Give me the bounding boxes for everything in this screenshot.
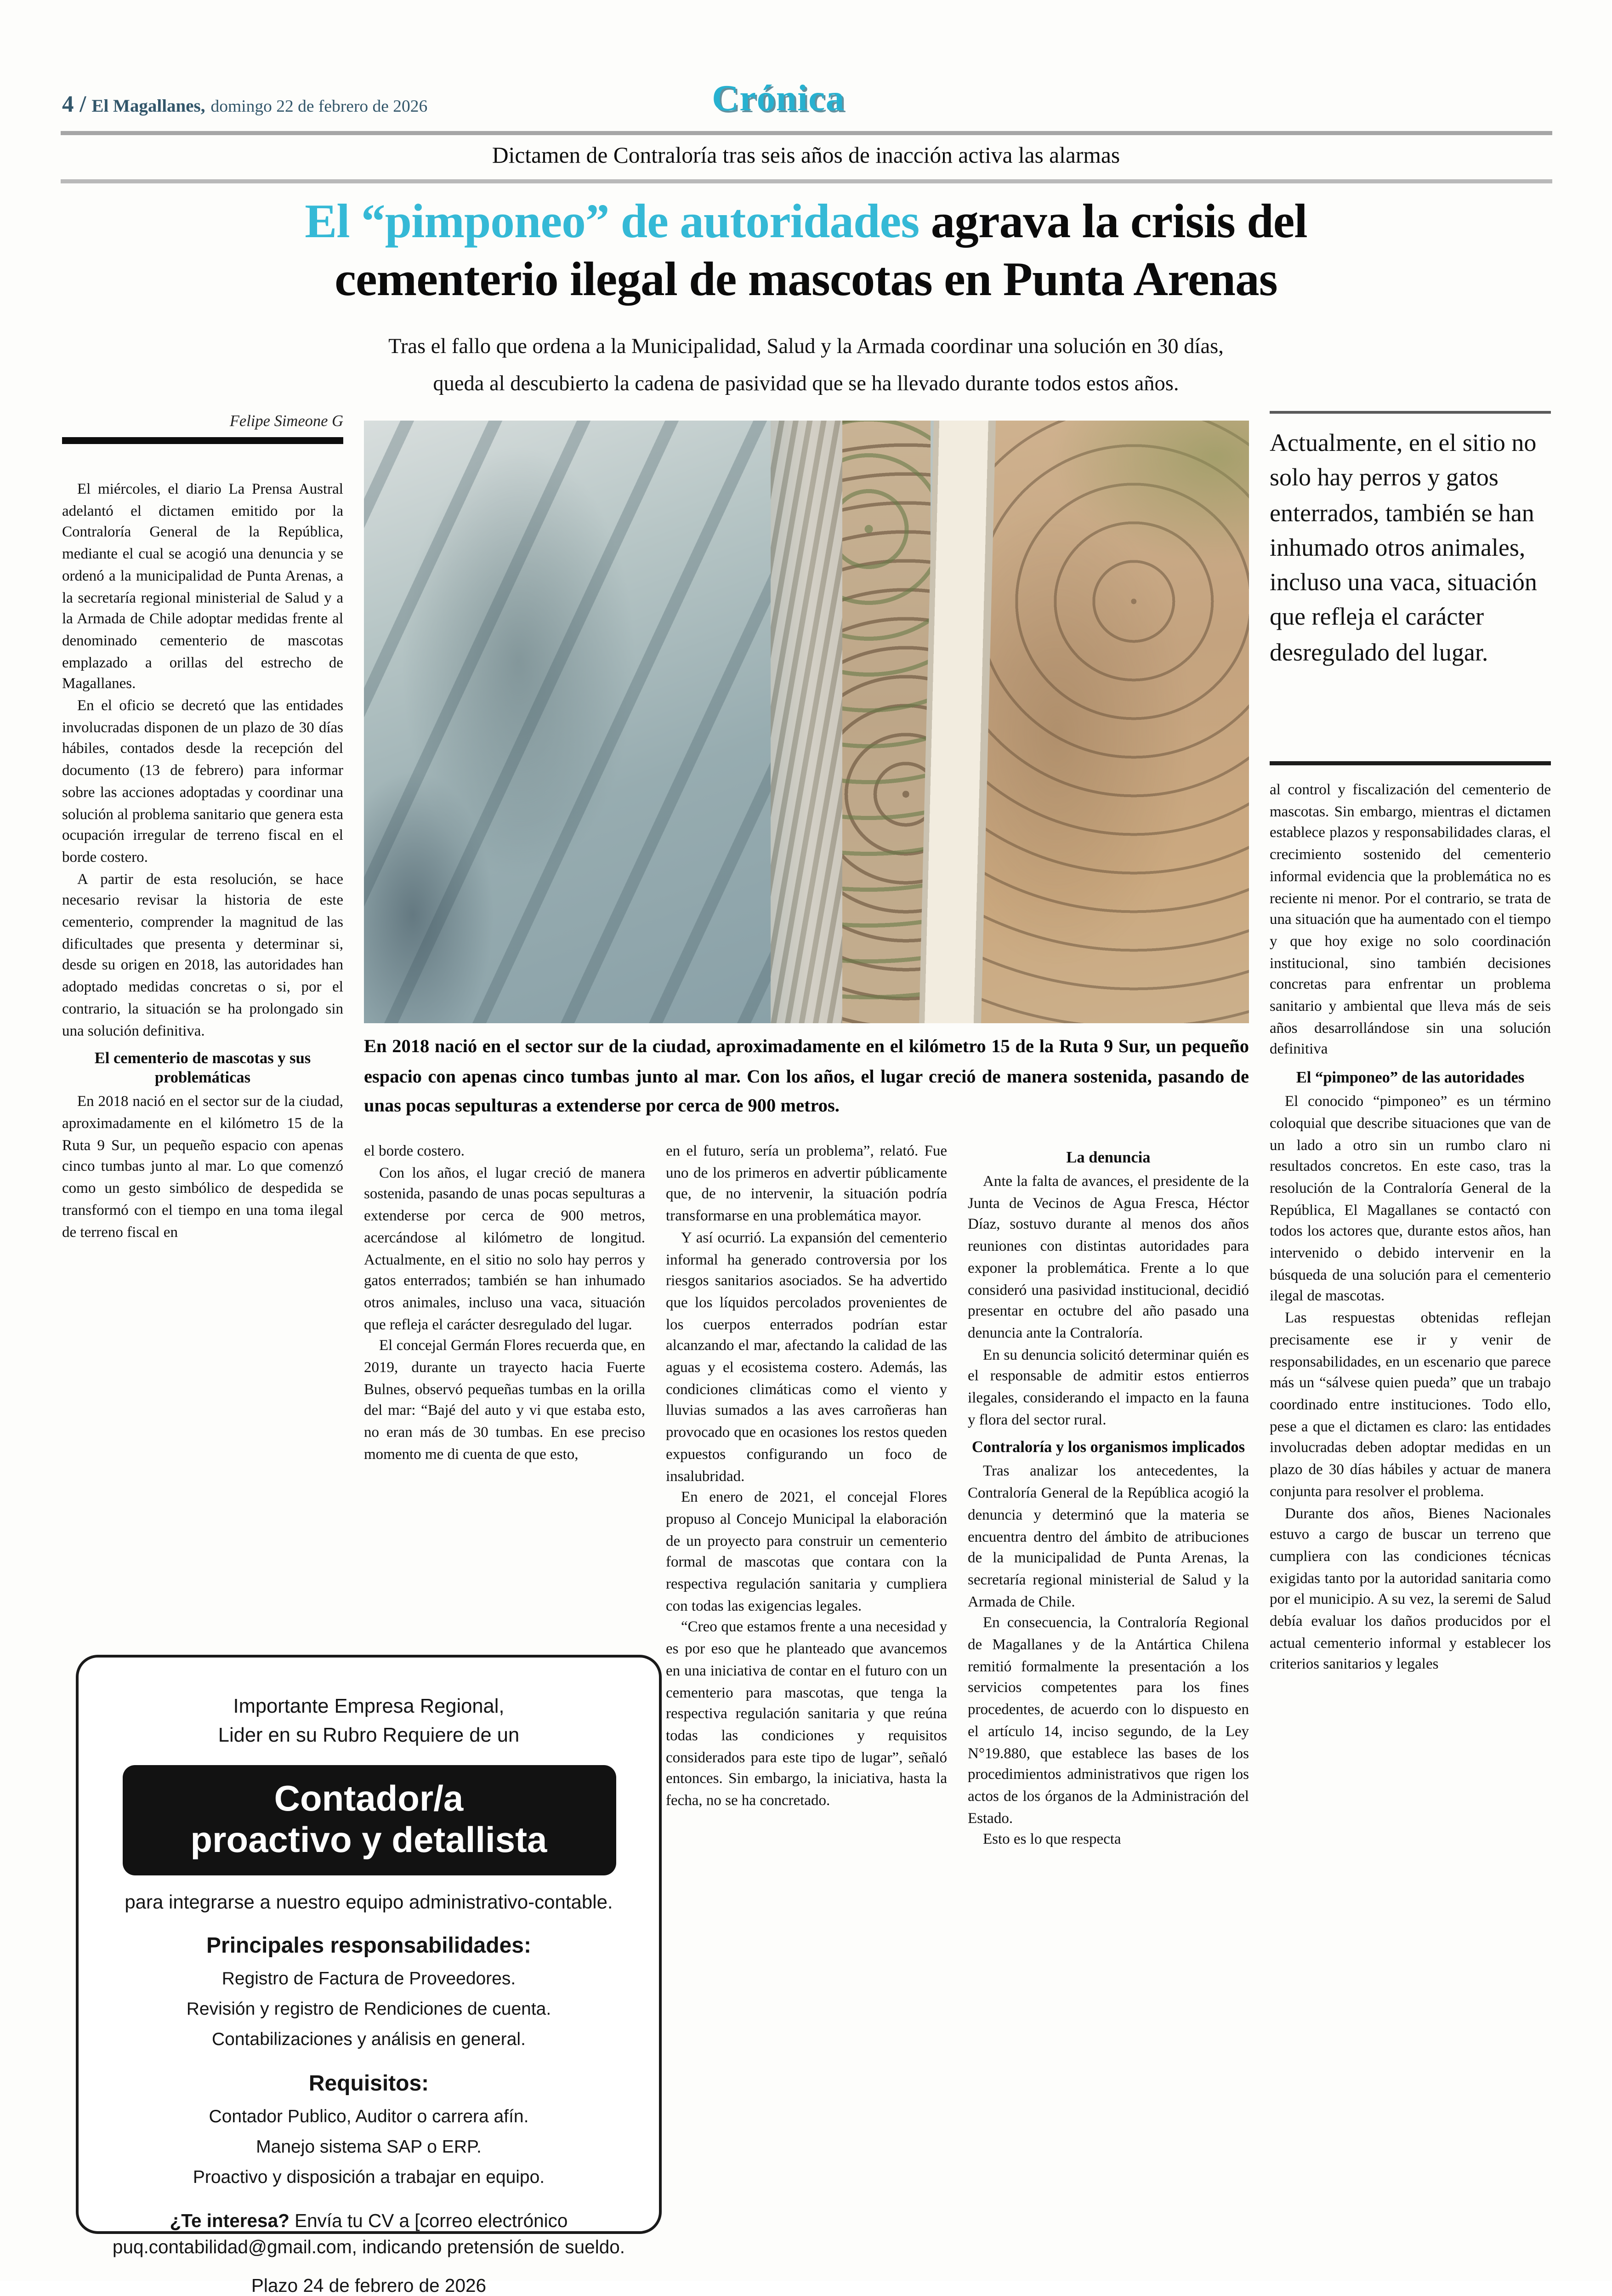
column-subhead: El “pimponeo” de las autoridades [1296,1070,1525,1087]
ad-subtitle: para integrarse a nuestro equipo administrativo-contable. [125,1891,613,1913]
byline: Felipe Simeone G [229,414,343,430]
ad-requirements-header: Requisitos: [308,2073,429,2096]
ad-responsibility-item: Revisión y registro de Rendiciones de cuenta. [186,1998,551,2019]
column-subhead: La denuncia [1066,1150,1151,1167]
paragraph: al control y fiscalización del cementerio de mascotas. Sin embargo, mientras el dictamen establece plazos y responsabilidades claras, el crecimiento sostenido del cementerio informal evidencia que la problemática no es reciente ni menor. Por el contrario, se trata de una situación que ha aumentado con el tiempo y que hoy exige no solo coordinación institucional, sino también decisiones concretas para enfrentar un problema sanitario y ambiental que lleva más de seis años desarrollándose sin una solución definitiva [1270,782,1551,1059]
headline-line-2: cementerio ilegal de mascotas en Punta Arenas [335,252,1277,306]
pull-quote-rule-bottom [1270,761,1551,765]
page-number: 4 / [62,91,86,117]
ad-responsibility-item: Contabilizaciones y análisis en general. [212,2028,526,2049]
paragraph: Durante dos años, Bienes Nacionales estuvo a cargo de buscar un terreno que cumpliera con las condiciones técnicas exigidas tanto por la autoridad sanitaria como por el municipio. A su vez, la seremi de Salud debía evaluar los daños producidos por el actual cementerio informal y establecer los criterios sanitarios y legales [1270,1505,1551,1674]
headline [0,193,1612,309]
paragraph: El concejal Germán Flores recuerda que, en 2019, durante un trayecto hacia Fuerte Bulnes, observó pequeñas tumbas en la orilla del mar: “Bajé del auto y vi que estaba esto, no eran más de 30 tumbas. En ese preciso momento me di cuenta de que esto, [364,1338,645,1463]
byline-rule [62,437,343,444]
ad-job-title [122,1765,616,1875]
deck-line-1: Tras el fallo que ordena a la Municipalidad, Salud y la Armada coordinar una solución en 30 días, [388,335,1224,359]
job-ad-box [76,1655,662,2296]
paragraph: “Creo que estamos frente a una necesidad y es por eso que he planteado que avancemos en una iniciativa de contar en el futuro con un cementerio para mascotas, que tenga la respectiva regulación sanitaria y que reúna todas las condiciones y requisitos considerados para este tipo de lugar”, señaló entonces. Sin embargo, la iniciativa, hasta la fecha, no se ha concretado. [666,1619,947,1810]
deck-line-2: queda al descubierto la cadena de pasividad que se ha llevado durante todos estos años. [433,372,1179,396]
ad-intro [79,1693,659,1751]
paragraph: En enero de 2021, el concejal Flores propuso al Concejo Municipal la elaboración de un proyecto para construir un cementerio formal de mascotas que contara con la respectiva regulación sanitaria y cumpliera con todas las exigencias legales. [666,1489,947,1615]
paragraph: el borde costero. [364,1143,465,1160]
kicker-rule [61,179,1553,183]
ad-cta [79,2208,659,2260]
paragraph: En consecuencia, la Contraloría Regional de Magallanes y de la Antártica Chilena remitió formalmente la presentación a los servicios competentes para los fines procedentes, de acuerdo con lo dispuesto en el artículo 14, inciso segundo, de la Ley N°19.880, que establece las bases de los procedimientos administrativos que rigen los actos de los órganos de la Administración del Estado. [968,1615,1249,1827]
ad-job-title-line-2: proactivo y detallista [190,1819,547,1860]
ad-deadline: Plazo 24 de febrero de 2026 [251,2275,487,2296]
section-title: Crónica [712,77,845,119]
column-subhead: Contraloría y los organismos implicados [971,1440,1245,1457]
deck [0,328,1612,403]
column-5 [1270,781,1551,1677]
paragraph: Y así ocurrió. La expansión del cementerio informal ha generado controversia por los riesgos sanitarios asociados. Se ha advertido que los líquidos percolados provenientes de los cuerpos enterrados podrían estar alcanzando el mar, afectando la calidad de las aguas y el ecosistema costero. Además, las condiciones climáticas como el viento y lluvias sumados a las aves carroñeras han provocado que en ocasiones los restos queden expuestos configurando un foco de insalubridad. [666,1230,947,1485]
column-subhead: El cementerio de mascotas y sus problemáticas [94,1051,311,1087]
headline-line-1 [0,193,1612,251]
masthead-date: domingo 22 de febrero de 2026 [210,97,428,116]
kicker: Dictamen de Contraloría tras seis años de inacción activa las alarmas [492,142,1120,168]
paragraph: En 2018 nació en el sector sur de la ciudad, aproximadamente en el kilómetro 15 de la Ruta 9 Sur, un pequeño espacio con apenas cinco tumbas junto al mar. Lo que comenzó como un gesto simbólico de despedida se transformó con el tiempo en una toma ilegal de terreno fiscal en [62,1094,343,1241]
ad-requirement-item: Proactivo y disposición a trabajar en equipo. [193,2166,545,2187]
paragraph: Ante la falta de avances, el presidente de la Junta de Vecinos de Agua Fresca, Héctor Díaz, sostuvo durante al menos dos años reuniones con distintas autoridades para exponer la problemática. Frente a lo que consideró una pasividad institucional, decidió presentar en octubre del año pasado una denuncia ante la Contraloría. [968,1174,1249,1342]
paragraph: A partir de esta resolución, se hace necesario revisar la historia de este cementerio, comprender la magnitud de las dificultades que presenta y determinar si, desde su origen en 2018, las autoridades han adoptado medidas concretas o si, por el contrario, la situación se ha prolongado sin una solución definitiva. [62,871,343,1039]
ad-responsibility-item: Registro de Factura de Proveedores. [221,1968,516,1988]
ad-cta-question: ¿Te interesa? [170,2211,289,2231]
column-1 [62,480,343,1244]
ad-requirement-item: Contador Publico, Auditor o carrera afín. [209,2106,529,2126]
ad-requirement-item: Manejo sistema SAP o ERP. [256,2136,482,2157]
paragraph: Esto es lo que respecta [983,1832,1121,1849]
ad-cta-text: Envía tu CV a [correo electrónico puq.contabilidad@gmail.com, indicando pretensión de sueldo. [112,2211,625,2257]
pull-quote: Actualmente, en el sitio no solo hay perros y gatos enterrados, también se han inhumado otros animales, incluso una vaca, situación que refleja el carácter desregulado del lugar. [1270,429,1537,666]
masthead-name: El Magallanes, [91,95,205,116]
paragraph: En su denuncia solicitó determinar quién es el responsable de admitir estos entierros ilegales, considerando el impacto en la fauna y flora del sector rural. [968,1346,1249,1429]
photo-sea-area [364,421,771,1023]
column-3 [666,1142,947,1813]
paragraph: En el oficio se decretó que las entidades involucradas disponen de un plazo de 30 días hábiles, contados desde la recepción del documento (13 de febrero) para informar sobre las acciones adoptadas y coordinar una solución al problema sanitario que genera esta ocupación irregular de terreno fiscal en el borde costero. [62,698,343,866]
ad-job-title-line-1: Contador/a [274,1778,464,1819]
headline-rest: agrava la crisis del [931,194,1307,248]
header-rule [61,131,1553,135]
paragraph: El conocido “pimponeo” es un término coloquial que describe situaciones que van de un lado a otro sin un rumbo claro ni resultados concretos. En este caso, tras la resolución de la Contraloría General de la República, El Magallanes se contactó con todos los actores que, durante estos años, han intervenido o debido intervenir en la búsqueda de una solución para el cementerio ilegal de mascotas. [1270,1094,1551,1305]
photo-graves-strip [842,421,931,1023]
photo-caption: En 2018 nació en el sector sur de la ciudad, aproximadamente en el kilómetro 15 de la Ruta 9 Sur, un pequeño espacio con apenas cinco tumbas junto al mar. Con los años, el lugar creció de manera sostenida, pasando de unas pocas sepulturas a extenderse por cerca de 900 metros. [364,1036,1249,1116]
ad-intro-line-1: Importante Empresa Regional, [233,1696,505,1718]
photo-beach-strip [771,421,842,1023]
paragraph: en el futuro, sería un problema”, relató. Fue uno de los primeros en advertir públicamente que, de no intervenir, la situación podría transformarse en una problemática mayor. [666,1143,947,1225]
ad-responsibilities-header: Principales responsabilidades: [206,1935,531,1958]
ad-intro-line-2: Lider en su Rubro Requiere de un [218,1725,520,1747]
photo-field-area [975,421,1249,1023]
paragraph: Con los años, el lugar creció de manera sostenida, pasando de unas pocas sepulturas a extenderse por cerca de 900 metros, acercándose al kilómetro de longitud. Actualmente, en el sitio no solo hay perros y gatos enterrados; también se han inhumado otros animales, incluso una vaca, situación que refleja el carácter desregulado del lugar. [364,1165,645,1333]
headline-highlight: El “pimponeo” de autoridades [305,194,931,248]
pull-quote-rule-top [1270,411,1551,414]
column-2 [364,1142,645,1467]
paragraph: Las respuestas obtenidas reflejan precisamente ese ir y venir de responsabilidades, en un escenario que parece más un “sálvese quien pueda” que un trabajo coordinado entre instituciones. Todo ello, pese a que el dictamen es claro: las entidades involucradas deben adoptar medidas en un plazo de 30 días hábiles y actuar de manera conjunta para resolver el problema. [1270,1310,1551,1500]
paragraph: Tras analizar los antecedentes, la Contraloría General de la República acogió la denuncia y determinó que la materia se encuentra dentro del ámbito de atribuciones de la municipalidad de Punta Arenas, la secretaría regional ministerial de Salud y la Armada de Chile. [968,1464,1249,1610]
paragraph: El miércoles, el diario La Prensa Austral adelantó el dictamen emitido por la Contraloría General de la República, mediante el cual se acogió una denuncia y se ordenó a la municipalidad de Punta Arenas, a la secretaría regional ministerial de Salud y a la Armada de Chile adoptar medidas frente al denominado cementerio de mascotas emplazado a orillas del estrecho de Magallanes. [62,481,343,693]
aerial-photo [364,421,1249,1023]
column-4 [968,1142,1249,1852]
